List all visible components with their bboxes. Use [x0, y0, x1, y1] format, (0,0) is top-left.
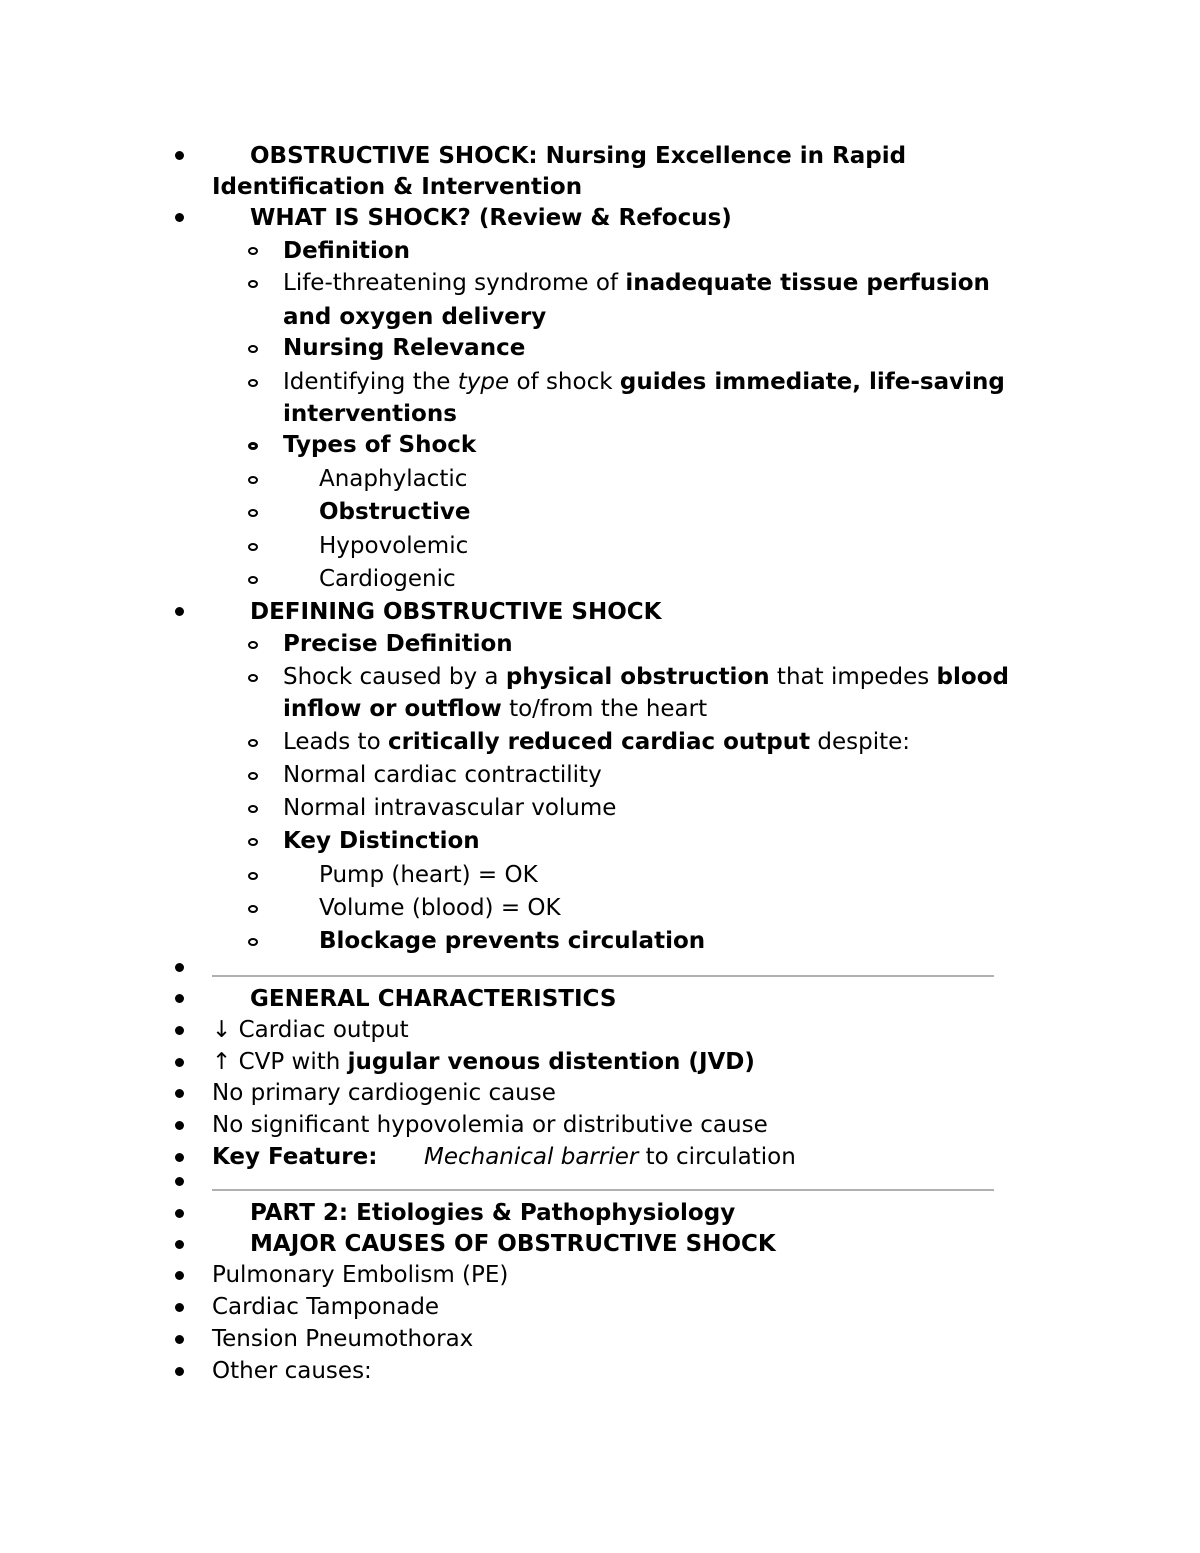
bullet-dot: [175, 1058, 184, 1067]
cause-item: Cardiac Tamponade: [212, 1294, 440, 1320]
blockage-text: Blockage prevents circulation: [319, 928, 706, 954]
bullet-dot: [175, 213, 184, 222]
sub-bullet-circle: [248, 838, 258, 846]
precise-definition-label: Precise Definition: [283, 631, 513, 657]
key-feature-text: Mechanical barrier to circulation: [424, 1144, 796, 1170]
normal-volume-text: Normal intravascular volume: [283, 795, 617, 821]
sub-bullet-circle: [248, 280, 258, 288]
shock-type-item: Anaphylactic: [319, 466, 468, 492]
definition-text-line1: Life-threatening syndrome of inadequate tissue perfusion: [283, 270, 990, 296]
normal-contractility-text: Normal cardiac contractility: [283, 762, 602, 788]
cause-item: Tension Pneumothorax: [212, 1326, 474, 1352]
no-hypovolemia-text: No significant hypovolemia or distributive cause: [212, 1112, 768, 1138]
sub-bullet-circle: [248, 872, 258, 880]
section-heading-defining: DEFINING OBSTRUCTIVE SHOCK: [250, 599, 662, 625]
bullet-dot: [175, 1089, 184, 1098]
nursing-relevance-label: Nursing Relevance: [283, 335, 526, 361]
pump-ok-text: Pump (heart) = OK: [319, 862, 538, 888]
sub-bullet-circle: [248, 509, 258, 517]
sub-bullet-circle: [248, 345, 258, 353]
section-heading-what-is-shock: WHAT IS SHOCK? (Review & Refocus): [250, 205, 732, 231]
sub-bullet-circle: [248, 641, 258, 649]
section-heading-general: GENERAL CHARACTERISTICS: [250, 986, 617, 1012]
horizontal-rule: [212, 1189, 994, 1191]
sub-bullet-circle: [248, 576, 258, 584]
sub-bullet-circle: [248, 247, 258, 255]
sub-bullet-circle: [248, 543, 258, 551]
nursing-relevance-text-line2: interventions: [283, 401, 457, 427]
cause-item: Pulmonary Embolism (PE): [212, 1262, 509, 1288]
sub-bullet-circle: [248, 938, 258, 946]
bullet-dot: [175, 1121, 184, 1130]
part2-heading: PART 2: Etiologies & Pathophysiology: [250, 1200, 736, 1226]
shock-caused-line1: Shock caused by a physical obstruction that impedes blood: [283, 664, 1009, 690]
bullet-dot: [175, 1240, 184, 1249]
definition-label: Definition: [283, 238, 411, 264]
sub-bullet-circle: [248, 442, 258, 450]
no-cardiogenic-text: No primary cardiogenic cause: [212, 1080, 556, 1106]
bullet-dot: [175, 1153, 184, 1162]
shock-caused-line2: inflow or outflow to/from the heart: [283, 696, 708, 722]
volume-ok-text: Volume (blood) = OK: [319, 895, 561, 921]
shock-type-item: Hypovolemic: [319, 533, 469, 559]
sub-bullet-circle: [248, 379, 258, 387]
key-distinction-label: Key Distinction: [283, 828, 480, 854]
bullet-dot: [175, 1026, 184, 1035]
leads-to-text: Leads to critically reduced cardiac output despite:: [283, 729, 911, 755]
shock-type-item: Cardiogenic: [319, 566, 456, 592]
bullet-dot: [175, 1209, 184, 1218]
bullet-dot: [175, 1177, 184, 1186]
document-title-line1: OBSTRUCTIVE SHOCK: Nursing Excellence in Rapid: [250, 143, 907, 169]
types-of-shock-label: Types of Shock: [283, 432, 477, 458]
bullet-dot: [175, 994, 184, 1003]
nursing-relevance-text-line1: Identifying the type of shock guides immediate, life-saving: [283, 369, 1005, 395]
sub-bullet-circle: [248, 739, 258, 747]
bullet-dot: [175, 963, 184, 972]
bullet-dot: [175, 1271, 184, 1280]
bullet-dot: [175, 1303, 184, 1312]
major-causes-heading: MAJOR CAUSES OF OBSTRUCTIVE SHOCK: [250, 1231, 776, 1257]
sub-bullet-circle: [248, 805, 258, 813]
key-feature-label: Key Feature:: [212, 1144, 378, 1170]
bullet-dot: [175, 1367, 184, 1376]
bullet-dot: [175, 151, 184, 160]
cardiac-output-text: ↓ Cardiac output: [212, 1017, 409, 1043]
sub-bullet-circle: [248, 674, 258, 682]
cvp-text: ↑ CVP with jugular venous distention (JVD): [212, 1049, 755, 1075]
bullet-dot: [175, 607, 184, 616]
sub-bullet-circle: [248, 476, 258, 484]
bullet-dot: [175, 1335, 184, 1344]
definition-text-line2: and oxygen delivery: [283, 304, 547, 330]
cause-item: Other causes:: [212, 1358, 372, 1384]
shock-type-item: Obstructive: [319, 499, 471, 525]
sub-bullet-circle: [248, 905, 258, 913]
document-title-line2: Identification & Intervention: [212, 174, 583, 200]
horizontal-rule: [212, 975, 994, 977]
sub-bullet-circle: [248, 772, 258, 780]
